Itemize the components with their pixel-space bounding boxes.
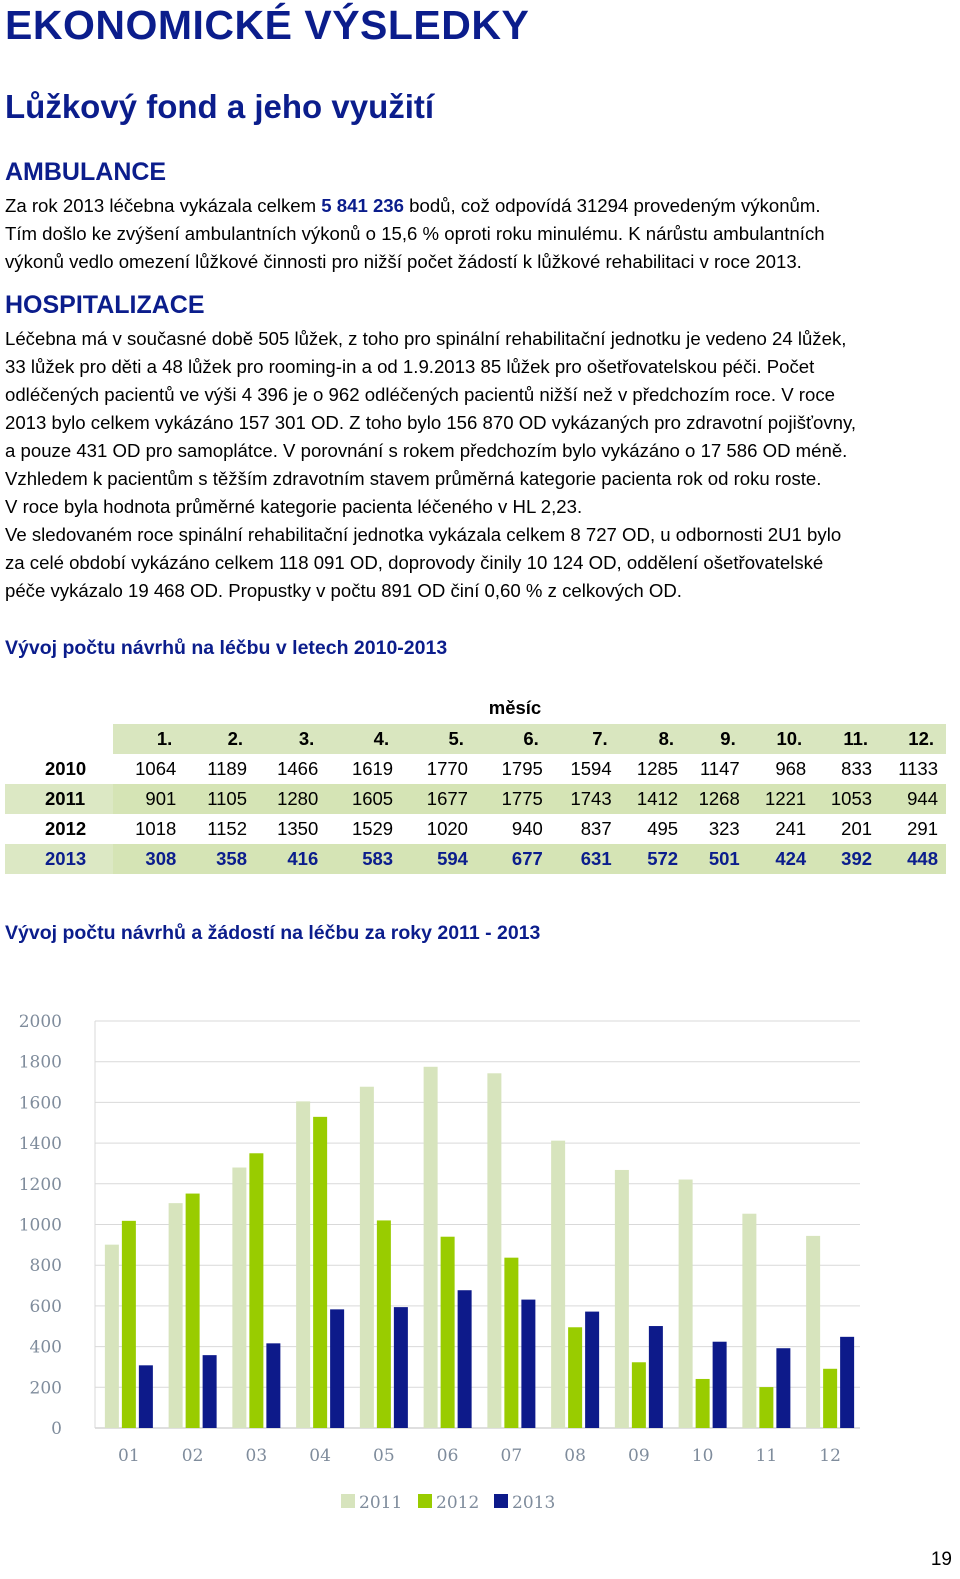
- bar-2011-11: [742, 1214, 756, 1428]
- y-tick-label: 1200: [18, 1174, 62, 1195]
- y-tick-label: 800: [29, 1256, 62, 1277]
- page-title: EKONOMICKÉ VÝSLEDKY: [5, 2, 530, 48]
- table-cell: 241: [775, 818, 807, 839]
- table-cell: 1795: [501, 758, 543, 779]
- header-corner: [5, 724, 113, 754]
- x-tick-label: 04: [309, 1446, 331, 1466]
- table-cell: 201: [841, 818, 873, 839]
- month-header: 11.: [814, 724, 880, 754]
- table-row: [5, 754, 946, 784]
- table-cell: 1221: [748, 784, 814, 814]
- table-cell: 501: [686, 844, 748, 874]
- table-cell: 1280: [255, 784, 326, 814]
- bar-2013-08: [585, 1312, 599, 1428]
- bar-2013-04: [330, 1309, 344, 1428]
- table-cell: 594: [401, 844, 476, 874]
- bar-2013-05: [394, 1307, 408, 1428]
- month-header: 3.: [255, 724, 326, 754]
- hospitalizace-paragraph: [5, 325, 955, 605]
- table-cell: 677: [476, 844, 551, 874]
- ambulance-line-2: Tím došlo ke zvýšení ambulantních výkonů o 15,6 % oproti roku minulému. K nárůstu ambulantních: [5, 223, 825, 244]
- table-cell: 1619: [351, 758, 394, 779]
- table-cell: 583: [326, 844, 401, 874]
- bar-2012-01: [122, 1221, 136, 1428]
- bar-2012-04: [313, 1117, 327, 1428]
- y-tick-label: 2000: [18, 1012, 62, 1032]
- table-cell: 448: [880, 844, 946, 874]
- legend-label: 2012: [436, 1493, 480, 1513]
- bar-2011-12: [806, 1236, 820, 1428]
- month-header: 9.: [686, 724, 748, 754]
- table-cell: 1133: [898, 758, 938, 779]
- hosp-line: 33 lůžek pro děti a 48 lůžek pro rooming-in a od 1.9.2013 85 lůžek pro ošetřovatelskou péči. Počet: [5, 356, 815, 377]
- bar-2012-02: [186, 1194, 200, 1428]
- x-tick-label: 05: [373, 1446, 395, 1466]
- table-cell: 1677: [401, 784, 476, 814]
- bar-2011-06: [424, 1067, 438, 1428]
- bar-2012-08: [568, 1327, 582, 1428]
- month-header: 6.: [476, 724, 551, 754]
- table-cell: 1064: [135, 758, 177, 779]
- table-cell: 1594: [570, 758, 612, 779]
- table-cell: 424: [748, 844, 814, 874]
- month-label: měsíc: [488, 697, 542, 718]
- bar-2013-10: [713, 1342, 727, 1428]
- month-header: 1.: [113, 724, 184, 754]
- bar-2011-10: [679, 1180, 693, 1428]
- table-cell: 968: [775, 758, 807, 779]
- points-total: 5 841 236: [321, 195, 404, 216]
- table-cell: 1053: [814, 784, 880, 814]
- table-cell: 392: [814, 844, 880, 874]
- hosp-line: za celé období vykázáno celkem 118 091 OD, doprovody činily 10 124 OD, oddělení ošetřovatelské: [5, 552, 824, 573]
- table-cell: 291: [907, 818, 938, 839]
- bar-2011-03: [232, 1168, 246, 1428]
- legend-swatch-2013: [494, 1494, 508, 1508]
- bar-2012-10: [696, 1379, 710, 1428]
- table-header-row: [5, 724, 946, 754]
- month-header: 2.: [184, 724, 255, 754]
- table-cell: 1285: [636, 758, 679, 779]
- bar-2011-05: [360, 1087, 374, 1428]
- section-title: Lůžkový fond a jeho využití: [5, 88, 435, 125]
- bar-2013-12: [840, 1337, 854, 1428]
- bar-2011-08: [551, 1141, 565, 1428]
- y-tick-label: 1000: [18, 1215, 62, 1236]
- table-cell: 631: [551, 844, 620, 874]
- ambulance-heading: AMBULANCE: [5, 158, 167, 186]
- bar-2012-12: [823, 1369, 837, 1428]
- table-cell: 940: [511, 818, 543, 839]
- bar-2013-03: [266, 1343, 280, 1428]
- hosp-line: Vzhledem k pacientům s těžším zdravotním stavem průměrná kategorie pacienta rok od roku roste.: [5, 468, 822, 489]
- bar-2013-11: [776, 1348, 790, 1428]
- hospitalizace-heading: HOSPITALIZACE: [5, 291, 205, 319]
- bar-2011-07: [487, 1073, 501, 1428]
- bar-2013-02: [203, 1355, 217, 1428]
- hosp-line: V roce byla hodnota průměrné kategorie pacienta léčeného v HL 2,23.: [5, 496, 583, 517]
- month-header: 4.: [326, 724, 401, 754]
- month-header: 12.: [880, 724, 946, 754]
- table-row: [5, 784, 946, 814]
- y-tick-label: 400: [29, 1337, 62, 1358]
- x-tick-label: 08: [564, 1446, 586, 1466]
- table-cell: 323: [708, 818, 740, 839]
- table-row: [5, 844, 946, 874]
- month-header: 8.: [620, 724, 686, 754]
- table-cell: 1529: [351, 818, 394, 839]
- y-tick-label: 1600: [18, 1093, 62, 1114]
- row-year: 2013: [5, 844, 113, 874]
- hosp-line: 2013 bylo celkem vykázáno 157 301 OD. Z toho bylo 156 870 OD vykázaných pro zdravotní pojišťovny,: [5, 412, 857, 433]
- hosp-line: péče vykázalo 19 468 OD. Propustky v počtu 891 OD činí 0,60 % z celkových OD.: [5, 580, 682, 601]
- bar-2011-09: [615, 1170, 629, 1428]
- row-year: 2010: [45, 758, 87, 779]
- table-cell: 572: [620, 844, 686, 874]
- legend-label: 2011: [359, 1493, 403, 1513]
- legend-label: 2013: [512, 1493, 556, 1513]
- x-tick-label: 01: [118, 1446, 140, 1466]
- hosp-line: Ve sledovaném roce spinální rehabilitační jednotka vykázala celkem 8 727 OD, u odbornosti 2U1 bylo: [5, 524, 842, 545]
- legend-swatch-2012: [418, 1494, 432, 1508]
- y-tick-label: 600: [29, 1296, 62, 1317]
- table-cell: 1189: [207, 758, 247, 779]
- y-tick-label: 1400: [18, 1134, 62, 1155]
- table-row: [5, 814, 946, 844]
- bar-2013-09: [649, 1326, 663, 1428]
- x-tick-label: 06: [436, 1446, 459, 1466]
- table-cell: 1350: [277, 818, 319, 839]
- bar-2012-09: [632, 1362, 646, 1428]
- table-cell: 1412: [620, 784, 686, 814]
- table-cell: 901: [113, 784, 184, 814]
- y-tick-label: 1800: [18, 1052, 62, 1073]
- table-cell: 308: [113, 844, 184, 874]
- table-cell: 1770: [426, 758, 468, 779]
- x-tick-label: 11: [755, 1446, 778, 1466]
- table-cell: 1018: [135, 818, 177, 839]
- page-number: 19: [930, 1549, 952, 1570]
- table-cell: 1775: [476, 784, 551, 814]
- row-year: 2011: [5, 784, 113, 814]
- month-header: 10.: [748, 724, 814, 754]
- table-caption: Vývoj počtu návrhů na léčbu v letech 2010-2013: [5, 637, 448, 659]
- table-cell: 1152: [207, 818, 247, 839]
- x-tick-label: 07: [500, 1446, 523, 1466]
- bar-2011-01: [105, 1245, 119, 1428]
- table-cell: 944: [880, 784, 946, 814]
- x-tick-label: 10: [691, 1446, 714, 1466]
- bar-2012-06: [441, 1237, 455, 1428]
- x-tick-label: 02: [181, 1446, 204, 1466]
- table-cell: 837: [580, 818, 612, 839]
- chart-caption: Vývoj počtu návrhů a žádostí na léčbu za roky 2011 - 2013: [5, 922, 541, 944]
- table-cell: 1605: [326, 784, 401, 814]
- month-header: 5.: [401, 724, 476, 754]
- proposals-bar-chart: [0, 985, 960, 1525]
- bar-2012-07: [504, 1258, 518, 1428]
- table-cell: 1020: [426, 818, 468, 839]
- bar-2013-01: [139, 1365, 153, 1428]
- ambulance-paragraph: [5, 192, 955, 276]
- table-cell: 1147: [699, 758, 740, 779]
- row-year: 2012: [45, 818, 87, 839]
- month-header: 7.: [551, 724, 620, 754]
- table-cell: 833: [841, 758, 873, 779]
- x-tick-label: 03: [245, 1446, 268, 1466]
- table-cell: 1743: [551, 784, 620, 814]
- y-tick-label: 0: [51, 1419, 62, 1439]
- table-cell: 1466: [277, 758, 319, 779]
- ambulance-line-3: výkonů vedlo omezení lůžkové činnosti pro nižší počet žádostí k lůžkové rehabilitaci v roce 2013.: [5, 251, 802, 272]
- x-tick-label: 12: [819, 1446, 841, 1466]
- table-cell: 416: [255, 844, 326, 874]
- bar-2012-11: [759, 1387, 773, 1428]
- proposals-table: [5, 724, 946, 874]
- y-tick-label: 200: [29, 1378, 62, 1399]
- table-cell: 358: [184, 844, 255, 874]
- legend-swatch-2011: [341, 1494, 355, 1508]
- bar-2012-05: [377, 1220, 391, 1428]
- x-tick-label: 09: [628, 1446, 650, 1466]
- bar-2013-06: [458, 1290, 472, 1428]
- hosp-line: a pouze 431 OD pro samoplátce. V porovnání s rokem předchozím bylo vykázáno o 17 586 OD méně.: [5, 440, 848, 461]
- bar-2012-03: [249, 1153, 263, 1428]
- hosp-line: odléčených pacientů ve výši 4 396 je o 962 odléčených pacientů nižší než v předchozím roce. V roce: [5, 384, 835, 405]
- bar-2013-07: [521, 1300, 535, 1428]
- table-cell: 1268: [686, 784, 748, 814]
- table-cell: 1105: [184, 784, 255, 814]
- hosp-line: Léčebna má v současné době 505 lůžek, z toho pro spinální rehabilitační jednotku je vedeno 24 lůžek,: [5, 328, 847, 349]
- bar-2011-04: [296, 1101, 310, 1428]
- bar-2011-02: [169, 1203, 183, 1428]
- table-cell: 495: [647, 818, 679, 839]
- ambulance-line-1: Za rok 2013 léčebna vykázala celkem 5 841 236 bodů, což odpovídá 31294 provedeným výkonům.: [5, 195, 821, 216]
